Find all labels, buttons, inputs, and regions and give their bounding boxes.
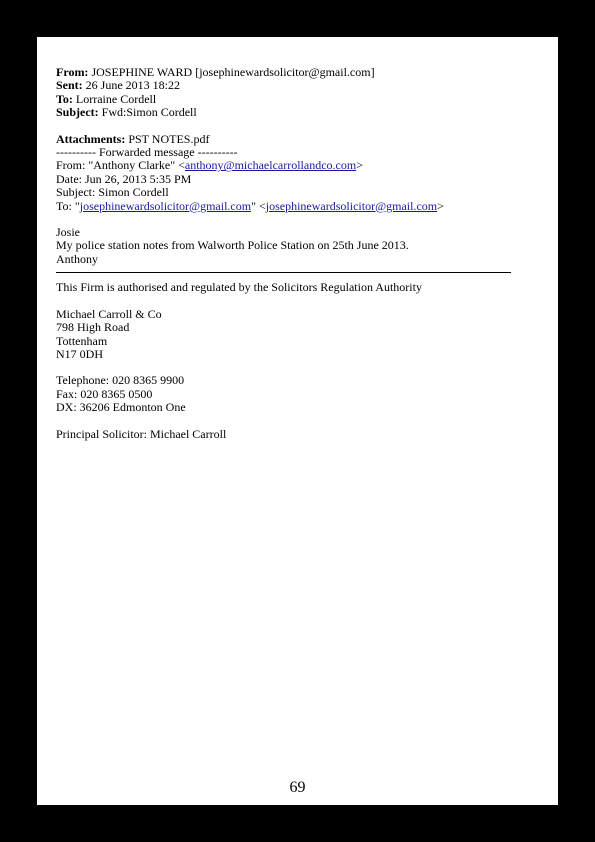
forwarded-subject: Subject: Simon Cordell [56, 185, 169, 200]
from-value: JOSEPHINE WARD [josephinewardsolicitor@gmail.com] [91, 65, 375, 79]
spacer [56, 295, 526, 308]
header-to [56, 93, 526, 106]
spacer [56, 120, 526, 133]
forwarded-from-suffix: > [356, 158, 363, 173]
forwarded-from-email-link[interactable]: anthony@michaelcarrollandco.com [184, 158, 357, 173]
body-message: My police station notes from Walworth Police Station on 25th June 2013. [56, 238, 409, 253]
signature-divider [56, 272, 511, 273]
header-sent [56, 79, 526, 92]
forwarded-to-prefix: To: " [56, 198, 80, 213]
sent-label: Sent: [56, 78, 83, 93]
fax: Fax: 020 8365 0500 [56, 386, 153, 401]
address-line: 798 High Road [56, 320, 130, 335]
header-subject [56, 106, 526, 119]
spacer [56, 415, 526, 428]
document-page [37, 37, 558, 805]
to-label: To: [56, 91, 73, 106]
address-line: Michael Carroll & Co [56, 306, 162, 321]
address-line: Tottenham [56, 333, 108, 348]
subject-label: Subject: [56, 105, 99, 120]
spacer [56, 213, 526, 226]
dx: DX: 36206 Edmonton One [56, 400, 186, 415]
body-greeting: Josie [56, 225, 80, 240]
forwarded-to-middle: " < [251, 198, 266, 213]
principal-solicitor: Principal Solicitor: Michael Carroll [56, 426, 227, 441]
subject-value: Fwd:Simon Cordell [101, 105, 197, 120]
forwarded-divider: ---------- Forwarded message ---------- [56, 145, 238, 160]
body-signoff: Anthony [56, 251, 98, 266]
to-value: Lorraine Cordell [75, 91, 157, 106]
address-line: N17 0DH [56, 346, 103, 361]
forwarded-to [56, 200, 526, 213]
forwarded-date: Date: Jun 26, 2013 5:35 PM [56, 171, 192, 186]
attachments-label: Attachments: [56, 131, 126, 146]
forwarded-to-email-link-2[interactable]: josephinewardsolicitor@gmail.com [265, 198, 438, 213]
email-content [56, 66, 526, 441]
forwarded-to-suffix: > [437, 198, 444, 213]
telephone: Telephone: 020 8365 9900 [56, 373, 185, 388]
attachment-file[interactable]: PST NOTES.pdf [128, 131, 210, 146]
header-from [56, 66, 526, 79]
forwarded-to-email-link[interactable]: josephinewardsolicitor@gmail.com [79, 198, 252, 213]
sent-value: 26 June 2013 18:22 [85, 78, 181, 93]
header-attachments [56, 133, 526, 146]
regulation-notice: This Firm is authorised and regulated by the Solicitors Regulation Authority [56, 280, 422, 295]
page-number: 69 [289, 779, 306, 796]
forwarded-from [56, 159, 526, 172]
forwarded-from-prefix: From: "Anthony Clarke" < [56, 158, 185, 173]
from-label: From: [56, 65, 89, 79]
